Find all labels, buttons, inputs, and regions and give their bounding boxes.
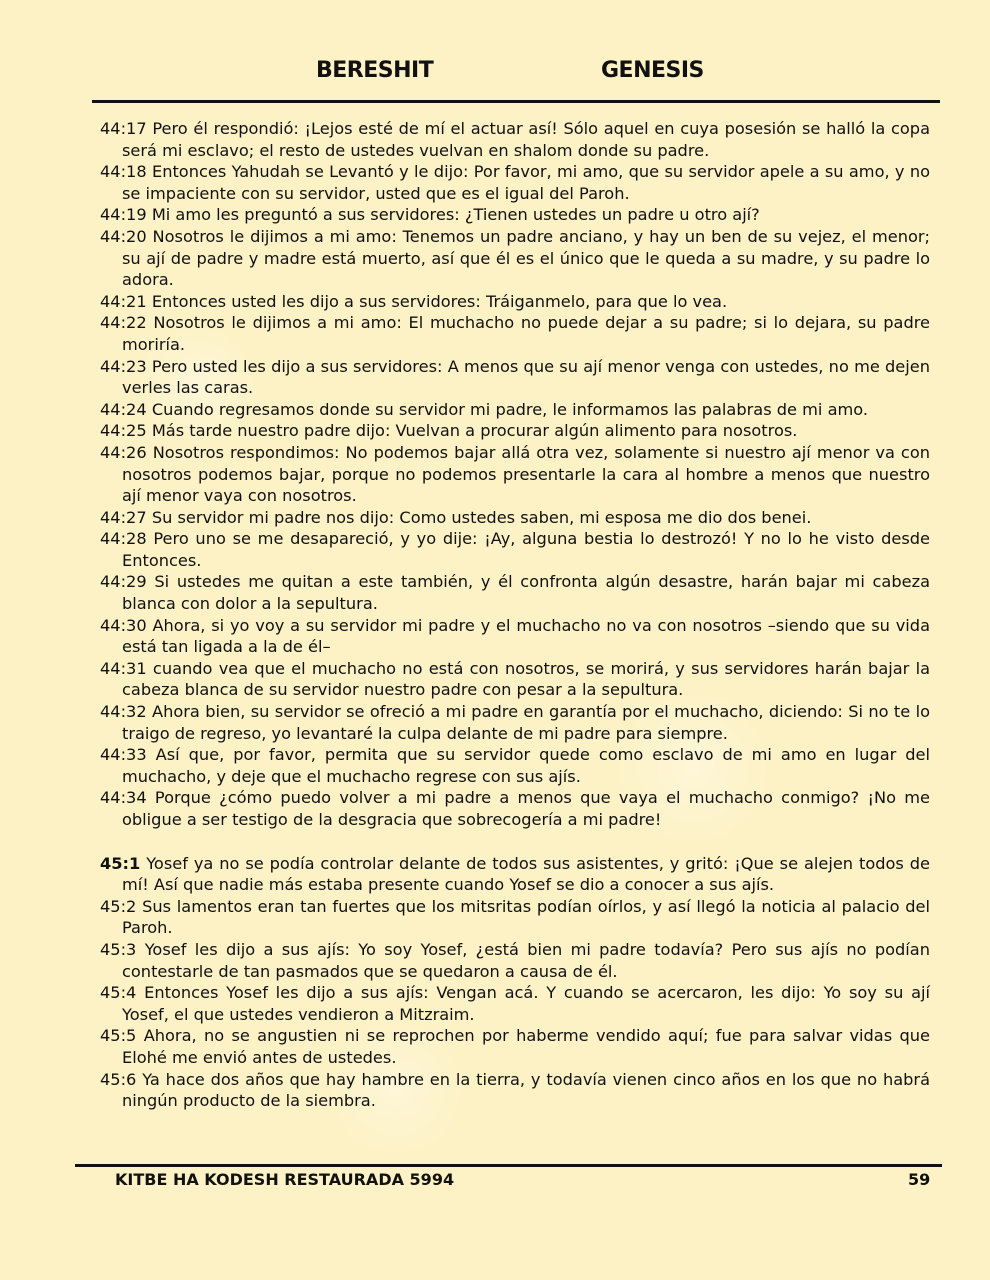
verse-reference: 45:2 — [100, 896, 137, 916]
verse-text: Entonces Yosef les dijo a sus ajís: Vengan acá. Y cuando se acercaron, les dijo: Yo soy su ají Yosef, el que ustedes vendieron a Mitzraim. — [122, 983, 930, 1024]
verse-reference: 45:4 — [100, 983, 137, 1003]
verse — [100, 701, 930, 744]
verse-text: Ahora bien, su servidor se ofreció a mi padre en garantía por el muchacho, diciendo: Si no te lo traigo de regreso, yo levantaré la culpa delante de mi padre para siempre. — [122, 702, 930, 743]
verse-reference: 44:27 — [100, 507, 147, 527]
verse-text: Nosotros le dijimos a mi amo: El muchacho no puede dejar a su padre; si lo dejara, su padre moriría. — [122, 313, 930, 354]
header-rule — [92, 100, 940, 103]
verse-reference: 44:31 — [100, 658, 147, 678]
verse — [100, 399, 930, 421]
footer-publication-title: KITBE HA KODESH RESTAURADA 5994 — [115, 1170, 455, 1189]
verse — [100, 420, 930, 442]
verse-text: Cuando regresamos donde su servidor mi padre, le informamos las palabras de mi amo. — [151, 399, 869, 419]
verse-text: Entonces usted les dijo a sus servidores: Tráiganmelo, para que lo vea. — [151, 291, 728, 311]
verse — [100, 615, 930, 658]
verse — [100, 226, 930, 291]
verse-reference: 44:20 — [100, 226, 147, 246]
verse-text: Nosotros le dijimos a mi amo: Tenemos un padre anciano, y hay un ben de su vejez, el menor; su ají de padre y madre está muerto, así que él es el único que le queda a su madre, y su padre lo adora. — [122, 226, 930, 290]
verse-text: Ya hace dos años que hay hambre en la tierra, y todavía vienen cinco años en los que no habrá ningún producto de la siembra. — [122, 1069, 930, 1111]
verse — [100, 204, 930, 226]
verse — [100, 528, 930, 571]
verse — [100, 507, 930, 529]
verse-text: Más tarde nuestro padre dijo: Vuelvan a procurar algún alimento para nosotros. — [151, 421, 798, 441]
verse-text: Nosotros respondimos: No podemos bajar allá otra vez, solamente si nuestro ají menor va con nosotros podemos bajar, porque no podemos presentarle la cara al hombre a menos que nuestro ají menor vaya con nosotros. — [122, 442, 930, 506]
verse — [100, 1025, 930, 1068]
verse — [100, 312, 930, 355]
verse-reference: 44:33 — [100, 745, 147, 765]
verse-text: Ahora, si yo voy a su servidor mi padre y el muchacho no va con nosotros –siendo que su vida está tan ligada a la de él– — [122, 615, 930, 657]
verse — [100, 291, 930, 313]
verse-text: Mi amo les preguntó a sus servidores: ¿Tienen ustedes un padre u otro ají? — [151, 205, 760, 225]
chapter-gap — [100, 831, 930, 853]
verse-text: Entonces Yahudah se Levantó y le dijo: Por favor, mi amo, que su servidor apele a su amo, y no se impaciente con su servidor, usted que es el igual del Paroh. — [122, 162, 930, 203]
verse — [100, 161, 930, 204]
verse-reference: 44:19 — [100, 205, 147, 225]
verse — [100, 118, 930, 161]
verse-reference: 44:25 — [100, 421, 147, 441]
verse — [100, 356, 930, 399]
verse-reference: 44:22 — [100, 313, 147, 333]
verse-reference: 44:21 — [100, 291, 147, 311]
verse — [100, 896, 930, 939]
verse-reference: 45:5 — [100, 1026, 137, 1046]
verse-reference: 44:24 — [100, 399, 147, 419]
verse-reference: 44:23 — [100, 356, 147, 376]
verse-text: Yosef les dijo a sus ajís: Yo soy Yosef, ¿está bien mi padre todavía? Pero sus ajís no podían contestarle de tan pasmados que se quedaron a causa de él. — [122, 939, 930, 981]
verse-text: Sus lamentos eran tan fuertes que los mitsritas podían oírlos, y así llegó la noticia al palacio del Paroh. — [122, 896, 930, 938]
verse — [100, 744, 930, 787]
page-header — [0, 58, 990, 88]
verse — [100, 982, 930, 1025]
verse — [100, 658, 930, 701]
verse-text: Porque ¿cómo puedo volver a mi padre a menos que vaya el muchacho conmigo? ¡No me obligue a ser testigo de la desgracia que sobrecogería a mi padre! — [122, 788, 930, 829]
verse-text: cuando vea que el muchacho no está con nosotros, se morirá, y sus servidores harán bajar la cabeza blanca de su servidor nuestro padre con pesar a la sepultura. — [122, 658, 930, 700]
verse-reference: 44:28 — [100, 529, 147, 549]
verse-reference: 44:30 — [100, 615, 147, 635]
verse-text: Pero uno se me desapareció, y yo dije: ¡Ay, alguna bestia lo destrozó! Y no lo he visto desde Entonces. — [122, 529, 930, 570]
verse — [100, 853, 930, 896]
scripture-text — [100, 118, 930, 1112]
verse-reference: 44:26 — [100, 442, 147, 462]
verse-text: Su servidor mi padre nos dijo: Como ustedes saben, mi esposa me dio dos benei. — [151, 507, 812, 527]
page-number: 59 — [908, 1170, 931, 1189]
verse-text: Pero usted les dijo a sus servidores: A menos que su ají menor venga con ustedes, no me dejen verles las caras. — [122, 356, 930, 398]
verse-text: Yosef ya no se podía controlar delante de todos sus asistentes, y gritó: ¡Que se alejen todos de mí! Así que nadie más estaba presente cuando Yosef se dio a conocer a sus ajís. — [122, 853, 930, 895]
verse — [100, 787, 930, 830]
verse-reference: 44:29 — [100, 572, 147, 592]
verse-reference: 44:18 — [100, 162, 147, 182]
verse-reference: 45:3 — [100, 939, 137, 959]
verse-text: Ahora, no se angustien ni se reprochen por haberme vendido aquí; fue para salvar vidas que Elohé me envió antes de ustedes. — [122, 1026, 930, 1067]
verse — [100, 442, 930, 507]
verse-reference: 44:17 — [100, 119, 147, 138]
footer-rule — [75, 1164, 942, 1167]
verse-text: Así que, por favor, permita que su servidor quede como esclavo de mi amo en lugar del muchacho, y deje que el muchacho regrese con sus ajís. — [122, 745, 930, 786]
verse — [100, 939, 930, 982]
header-book-title-hebrew: BERESHIT — [316, 58, 434, 83]
verse-reference: 45:6 — [100, 1069, 137, 1089]
verse-text: Pero él respondió: ¡Lejos esté de mí el actuar así! Sólo aquel en cuya posesión se halló la copa será mi esclavo; el resto de ustedes vuelvan en shalom donde su padre. — [122, 119, 930, 160]
verse-reference: 44:32 — [100, 702, 147, 722]
verse-reference: 45:1 — [100, 853, 141, 873]
verse-text: Si ustedes me quitan a este también, y él confronta algún desastre, harán bajar mi cabeza blanca con dolor a la sepultura. — [122, 572, 930, 614]
header-book-title-spanish: GENESIS — [601, 58, 704, 83]
chapter-44-verses — [100, 118, 930, 831]
verse-reference: 44:34 — [100, 788, 147, 808]
verse — [100, 571, 930, 614]
verse — [100, 1069, 930, 1112]
chapter-45-verses — [100, 853, 930, 1112]
